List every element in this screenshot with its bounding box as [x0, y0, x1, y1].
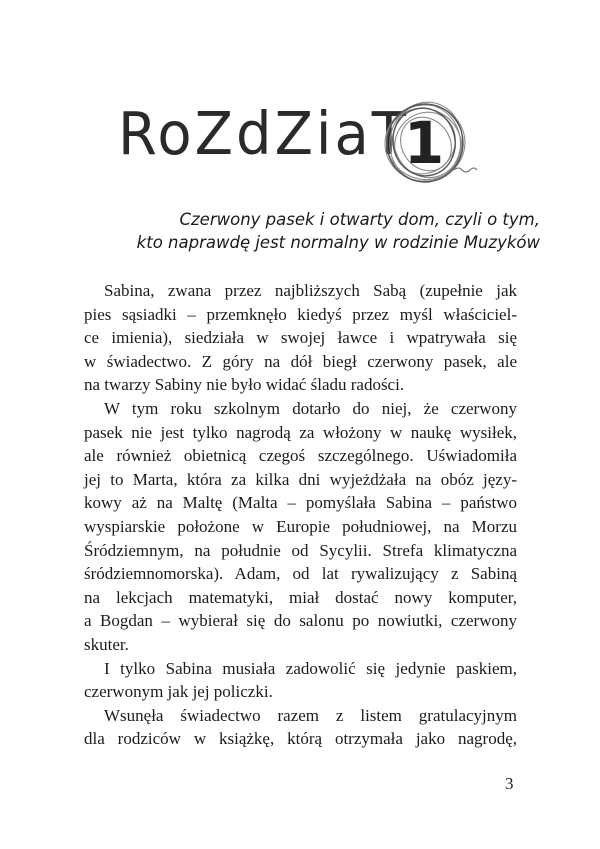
subtitle-line: Czerwony pasek i otwarty dom, czyli o tym, — [179, 210, 540, 229]
chapter-subtitle — [60, 208, 540, 254]
chapter-heading — [118, 93, 518, 193]
body-line: I tylko Sabina musiała zadowolić się jedynie paskiem, — [104, 658, 517, 678]
body-line: ce imienia), siedziała w swojej ławce i wpatrywała się — [84, 328, 517, 348]
body-line: a Bogdan – wybierał się do salonu po nowiutki, czerwony — [84, 611, 517, 631]
body-line: na lekcjach matematyki, miał dostać nowy komputer, — [84, 587, 517, 607]
body-line: Sabina, zwana przez najbliższych Sabą (zupełnie jak — [104, 281, 517, 300]
chapter-number: 1 — [403, 109, 445, 177]
chapter-title-word: RoZdZiaT — [118, 100, 410, 169]
body-line: dla rodziców w książkę, którą otrzymała jako nagrodę, — [84, 729, 517, 749]
subtitle-line: kto naprawdę jest normalny w rodzinie Muzyków — [136, 233, 540, 252]
body-line: W tym roku szkolnym dotarło do niej, że czerwony — [104, 398, 517, 418]
body-line: pasek nie jest tylko nagrodą za włożony w naukę wysiłek, — [84, 422, 517, 442]
body-text — [84, 279, 517, 751]
body-line: Śródziemnym, na południe od Sycylii. Strefa klimatyczna — [84, 540, 517, 560]
body-line: pies sąsiadki – przemknęło kiedyś przez myśl właściciel- — [84, 304, 517, 324]
body-line: śródziemnomorska). Adam, od lat rywalizujący z Sabiną — [84, 564, 517, 584]
body-line: ale również obietnicą czegoś szczególnego. Uświadomiła — [84, 446, 517, 466]
body-line: Wsunęła świadectwo razem z listem gratulacyjnym — [104, 705, 517, 725]
body-line: czerwonym jak jej policzki. — [84, 682, 273, 702]
body-line: na twarzy Sabiny nie było widać śladu radości. — [84, 375, 405, 395]
page-number: 3 — [505, 774, 514, 793]
body-line: kowy aż na Maltę (Malta – pomyślała Sabina – państwo — [84, 493, 517, 513]
body-line: skuter. — [84, 634, 129, 654]
body-line: w świadectwo. Z góry na dół biegł czerwony pasek, ale — [84, 351, 517, 371]
chapter-number-scribble — [380, 93, 490, 193]
body-line: jej to Marta, która za kilka dni wyjeżdżała na obóz języ- — [84, 469, 517, 489]
body-line: wyspiarskie położone w Europie południowej, na Morzu — [84, 516, 517, 536]
